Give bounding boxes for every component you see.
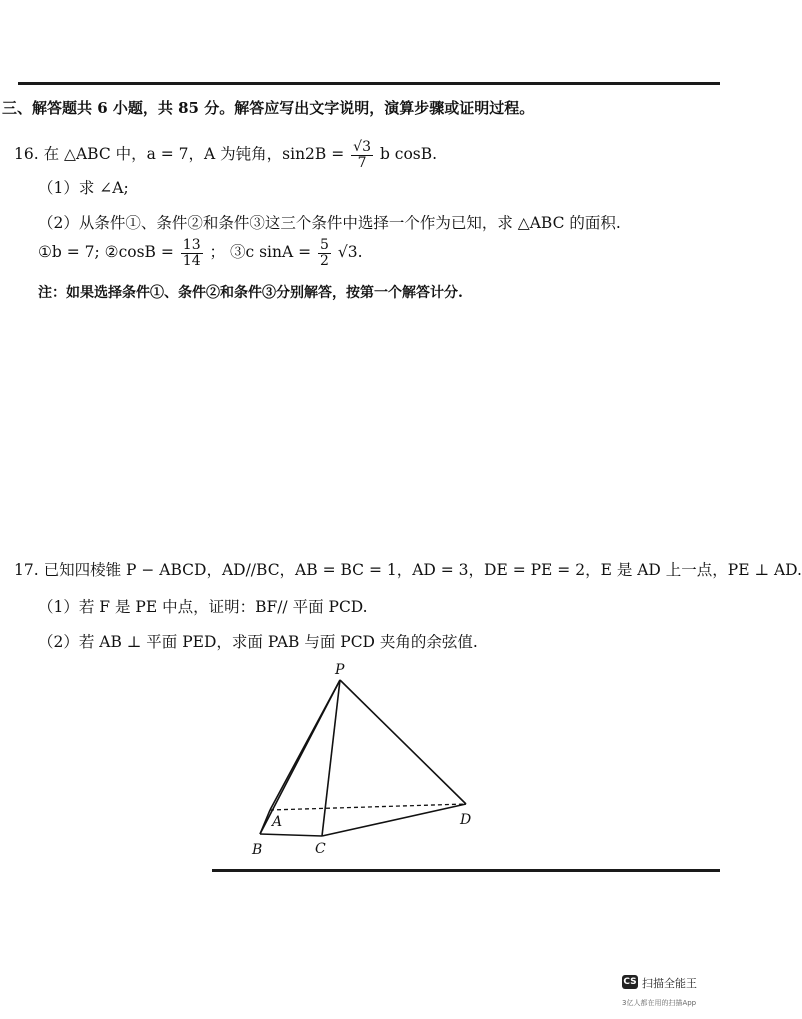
q16-cond1: ①b = 7; ②cosB = [38, 243, 174, 262]
q16-stem-b: b cosB. [379, 145, 438, 164]
edge-PA [270, 680, 340, 810]
app-name: 扫描全能王 [642, 977, 697, 990]
label-P: P [335, 662, 345, 678]
q16-stem-a: 在 △ABC 中，a = 7，A 为钝角，sin2B = [43, 145, 345, 164]
q16-cond-fraction2 [318, 238, 331, 268]
q16-fraction [351, 140, 373, 170]
q16-cond-fraction2-den: 2 [320, 252, 329, 269]
q16-number: 16. [14, 145, 39, 164]
q16-note: 注：如果选择条件①、条件②和条件③分别解答，按第一个解答计分. [38, 285, 463, 301]
edge-PD [340, 680, 466, 804]
q16-part2: （2）从条件①、条件②和条件③这三个条件中选择一个作为已知，求 △ABC 的面积. [38, 214, 621, 232]
q16-cond3: √3. [337, 243, 363, 262]
label-A: A [272, 814, 283, 830]
q17-number: 17. [14, 561, 39, 579]
q16-fraction-numerator: √3 [353, 139, 371, 155]
app-tagline: 3亿人都在用的扫描App [622, 999, 697, 1007]
label-D: D [460, 812, 472, 828]
pyramid-figure [240, 660, 500, 860]
q17-part1: （1）若 F 是 PE 中点，证明：BF// 平面 PCD. [38, 598, 368, 616]
section-heading: 三、解答题共 6 小题，共 85 分。解答应写出文字说明，演算步骤或证明过程。 [2, 99, 535, 117]
top-rule [18, 82, 720, 85]
q16-part1: （1）求 ∠A; [38, 179, 129, 197]
bottom-rule [212, 869, 720, 872]
q17-stem [14, 558, 802, 580]
q16-stem [14, 140, 437, 170]
q16-cond-fraction1-num: 13 [182, 237, 201, 253]
q16-cond-fraction1-den: 14 [182, 252, 201, 269]
edge-AD-hidden [270, 804, 466, 810]
q16-conditions [38, 238, 363, 268]
q16-cond2: ； ③c sinA = [209, 243, 312, 262]
q17-stem-text: 已知四棱锥 P − ABCD，AD//BC，AB = BC = 1，AD = 3，DE = PE = 2，E 是 AD 上一点，PE ⊥ AD. [43, 561, 802, 579]
q16-cond-fraction1 [181, 238, 203, 268]
q17-part2: （2）若 AB ⊥ 平面 PED，求面 PAB 与面 PCD 夹角的余弦值. [38, 633, 478, 651]
edge-AB [260, 810, 270, 834]
edge-PC [322, 680, 340, 836]
label-C: C [315, 841, 326, 857]
edge-CD [322, 804, 466, 836]
label-B: B [252, 842, 263, 858]
camscanner-logo: CS [623, 977, 637, 987]
edge-BC [260, 834, 322, 836]
q16-fraction-denominator: 7 [351, 155, 373, 171]
q16-cond-fraction2-num: 5 [320, 237, 329, 253]
